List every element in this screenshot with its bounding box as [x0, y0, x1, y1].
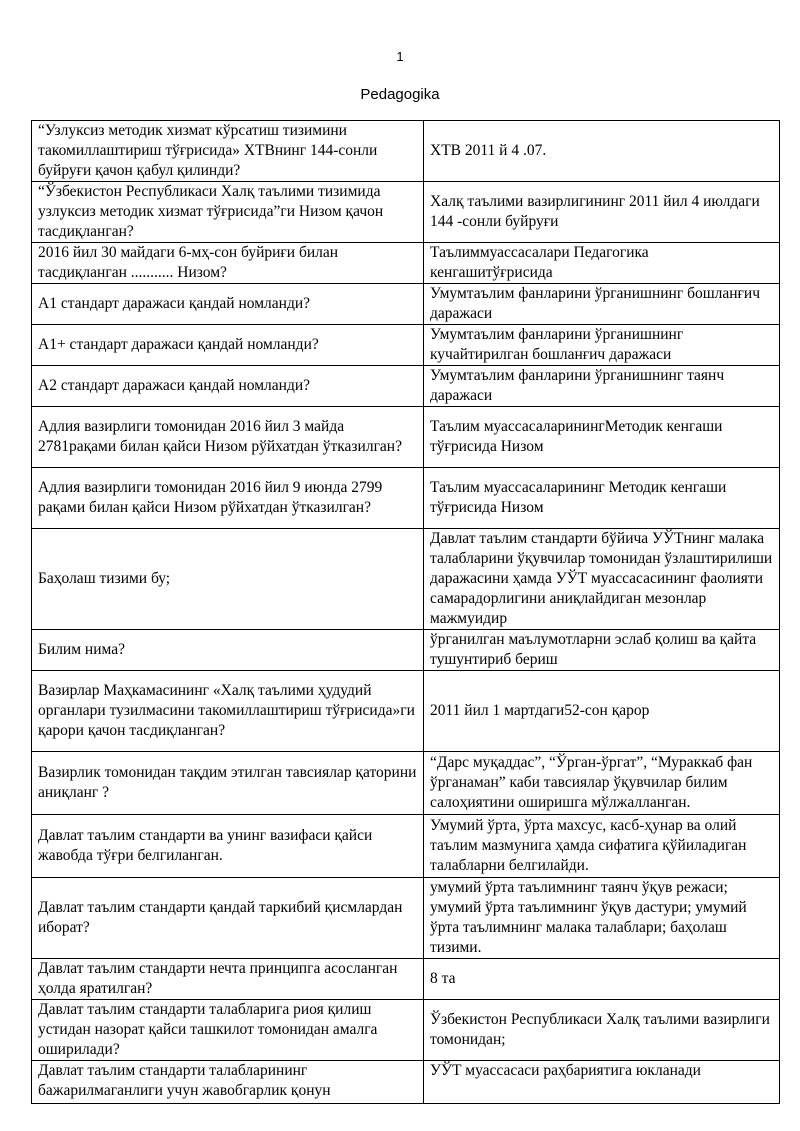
question-cell: Баҳолаш тизими бу; — [32, 529, 424, 630]
table-row — [32, 630, 780, 671]
question-cell: Вазирлик томонидан тақдим этилган тавсиялар қаторини аниқланг ? — [32, 752, 424, 815]
table-row — [32, 815, 780, 878]
question-cell: Давлат таълим стандарти талабларининг бажарилмаганлиги учун жавобгарлик қонун — [32, 1061, 424, 1104]
table-row — [32, 325, 780, 366]
answer-cell: “Дарс муқаддас”, “Ўрган-ўргат”, “Мураккаб фан ўрганаман” каби тавсиялар ўқувчилар билим салоҳиятини оширишга мўлжалланган. — [424, 752, 780, 815]
table-row — [32, 468, 780, 529]
answer-cell: Умумтаълим фанларини ўрганишнинг кучайтирилган бошланғич даражаси — [424, 325, 780, 366]
answer-cell: Ўзбекистон Республикаси Халқ таълими вазирлиги томонидан; — [424, 1000, 780, 1061]
answer-cell: Умумий ўрта, ўрта махсус, касб-ҳунар ва олий таълим мазмунига ҳамда сифатига қўйиладиган талабларни белгилайди. — [424, 815, 780, 878]
question-cell: “Узлуксиз методик хизмат кўрсатиш тизимини такомиллаштириш тўғрисида» ХТВнинг 144-сонли буйруғи қачон қабул қилинди? — [32, 121, 424, 182]
page-number: 1 — [396, 49, 404, 64]
table-row — [32, 121, 780, 182]
answer-cell: Умумтаълим фанларини ўрганишнинг бошланғич даражаси — [424, 284, 780, 325]
answer-cell: 8 та — [424, 959, 780, 1000]
question-cell: 2016 йил 30 майдаги 6-мҳ-сон буйриғи билан тасдиқланган ........... Низом? — [32, 243, 424, 284]
table-row — [32, 959, 780, 1000]
table-row — [32, 1061, 780, 1104]
question-cell: А1+ стандарт даражаси қандай номланди? — [32, 325, 424, 366]
answer-cell: Таълим муассасаларининг Методик кенгаши тўғрисида Низом — [424, 468, 780, 529]
question-cell: А1 стандарт даражаси қандай номланди? — [32, 284, 424, 325]
answer-cell: Таълиммуассасалари Педагогика кенгашитўғрисида — [424, 243, 780, 284]
question-cell: А2 стандарт даражаси қандай номланди? — [32, 366, 424, 407]
table-row — [32, 671, 780, 752]
table-row — [32, 243, 780, 284]
answer-cell: Умумтаълим фанларини ўрганишнинг таянч даражаси — [424, 366, 780, 407]
question-cell: Давлат таълим стандарти қандай таркибий қисмлардан иборат? — [32, 878, 424, 959]
question-cell: Адлия вазирлиги томонидан 2016 йил 3 майда 2781рақами билан қайси Низом рўйхатдан ўтказилган? — [32, 407, 424, 468]
question-cell: Вазирлар Маҳкамасининг «Халқ таълими ҳудудий органлари тузилмасини такомиллаштириш тўғрисида»ги қарори қачон тасдиқланган? — [32, 671, 424, 752]
table-row — [32, 529, 780, 630]
table-row — [32, 1000, 780, 1061]
answer-cell: Давлат таълим стандарти бўйича УЎТнинг малака талабларини ўқувчилар томонидан ўзлаштирилиши даражасини ҳамда УЎТ муассасасининг фаолияти самарадорлигини аниқлайдиган мезонлар мажмуидир — [424, 529, 780, 630]
question-cell: “Ўзбекистон Республикаси Халқ таълими тизимида узлуксиз методик хизмат тўғрисида”ги Низом қачон тасдиқланган? — [32, 182, 424, 243]
answer-cell: умумий ўрта таълимнинг таянч ўқув режаси; умумий ўрта таълимнинг ўқув дастури; умумий ўрта таълимнинг малака талаблари; баҳолаш тизими. — [424, 878, 780, 959]
answer-cell: Таълим муассасаларинингМетодик кенгаши тўғрисида Низом — [424, 407, 780, 468]
answer-cell: Халқ таълими вазирлигининг 2011 йил 4 июлдаги 144 -сонли буйруғи — [424, 182, 780, 243]
question-cell: Давлат таълим стандарти ва унинг вазифаси қайси жавобда тўғри белгиланган. — [32, 815, 424, 878]
table-row — [32, 407, 780, 468]
table-row — [32, 752, 780, 815]
question-cell: Адлия вазирлиги томонидан 2016 йил 9 июнда 2799 рақами билан қайси Низом рўйхатдан ўтказилган? — [32, 468, 424, 529]
table-row — [32, 284, 780, 325]
document-title: Pedagogika — [360, 86, 440, 103]
question-cell: Давлат таълим стандарти талабларига риоя қилиш устидан назорат қайси ташкилот томонидан амалга оширилади? — [32, 1000, 424, 1061]
table-row — [32, 366, 780, 407]
answer-cell: ХТВ 2011 й 4 .07. — [424, 121, 780, 182]
question-cell: Билим нима? — [32, 630, 424, 671]
table-row — [32, 182, 780, 243]
qa-table — [31, 120, 780, 1104]
question-cell: Давлат таълим стандарти нечта принципга асосланган ҳолда яратилган? — [32, 959, 424, 1000]
answer-cell: ўрганилган маълумотларни эслаб қолиш ва қайта тушунтириб бериш — [424, 630, 780, 671]
table-row — [32, 878, 780, 959]
answer-cell: УЎТ муассасаси раҳбариятига юкланади — [424, 1061, 780, 1104]
answer-cell: 2011 йил 1 мартдаги52-сон қарор — [424, 671, 780, 752]
